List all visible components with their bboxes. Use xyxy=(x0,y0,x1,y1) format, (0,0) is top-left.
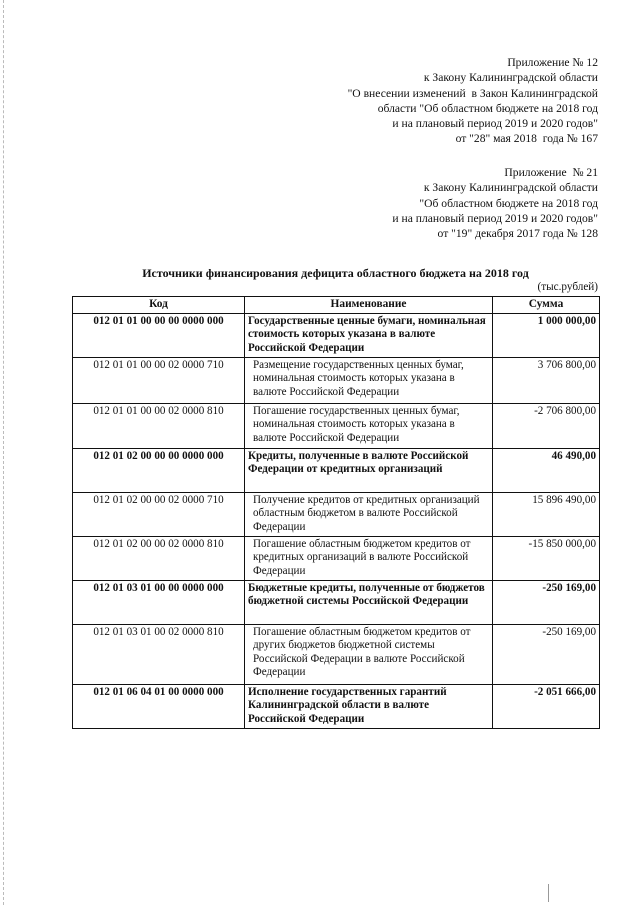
table-row xyxy=(73,357,600,403)
table-row xyxy=(73,492,600,536)
cell-name: Погашение областным бюджетом кредитов от кредитных организаций в валюте Российской Федерации xyxy=(245,536,493,580)
appendix-header-original xyxy=(392,165,598,241)
financing-sources-table xyxy=(72,296,600,729)
cell-code: 012 01 01 00 00 02 0000 710 xyxy=(73,357,245,403)
appendix-line: Приложение № 21 xyxy=(504,166,598,179)
cell-code: 012 01 06 04 01 00 0000 000 xyxy=(73,684,245,728)
appendix-line: области "Об областном бюджете на 2018 год xyxy=(377,101,598,115)
table-row xyxy=(73,684,600,728)
cell-name: Бюджетные кредиты, полученные от бюджетов бюджетной системы Российской Федерации xyxy=(245,580,493,624)
cell-code: 012 01 01 00 00 02 0000 810 xyxy=(73,403,245,448)
scan-edge-left xyxy=(3,0,5,905)
cell-code: 012 01 03 01 00 02 0000 810 xyxy=(73,624,245,684)
table-header-row xyxy=(73,297,600,314)
table-row xyxy=(73,313,600,357)
cell-sum: 46 490,00 xyxy=(493,448,600,492)
table-row xyxy=(73,624,600,684)
cell-code: 012 01 01 00 00 00 0000 000 xyxy=(73,313,245,357)
cell-code: 012 01 02 00 00 02 0000 810 xyxy=(73,536,245,580)
cell-code: 012 01 03 01 00 00 0000 000 xyxy=(73,580,245,624)
table-row xyxy=(73,448,600,492)
appendix-line: Приложение № 12 xyxy=(507,56,598,69)
table-row xyxy=(73,403,600,448)
cell-name: Кредиты, полученные в валюте Российской Федерации от кредитных организаций xyxy=(245,448,493,492)
appendix-line: от "19" декабря 2017 года № 128 xyxy=(437,227,598,241)
appendix-line: к Закону Калининградской области xyxy=(423,181,598,195)
document-title: Источники финансирования дефицита областного бюджета на 2018 год xyxy=(142,266,529,280)
cell-sum: 15 896 490,00 xyxy=(493,492,600,536)
appendix-line: "О внесении изменений в Закон Калининградской xyxy=(347,86,598,100)
scan-mark-bottom xyxy=(548,884,550,902)
cell-sum: 1 000 000,00 xyxy=(493,313,600,357)
appendix-line: от "28" мая 2018 года № 167 xyxy=(455,132,598,146)
cell-name: Государственные ценные бумаги, номинальная стоимость которых указана в валюте Российской Федерации xyxy=(245,313,493,357)
unit-label: (тыс.рублей) xyxy=(537,281,598,293)
cell-sum: -250 169,00 xyxy=(493,580,600,624)
cell-sum: 3 706 800,00 xyxy=(493,357,600,403)
column-header-name: Наименование xyxy=(245,297,493,314)
cell-sum: -15 850 000,00 xyxy=(493,536,600,580)
column-header-code: Код xyxy=(73,297,245,314)
column-header-sum: Сумма xyxy=(493,297,600,314)
appendix-line: и на плановый период 2019 и 2020 годов" xyxy=(392,117,598,131)
cell-sum: -250 169,00 xyxy=(493,624,600,684)
cell-name: Исполнение государственных гарантий Калининградской области в валюте Российской Федерации xyxy=(245,684,493,728)
table-row xyxy=(73,536,600,580)
cell-sum: -2 051 666,00 xyxy=(493,684,600,728)
cell-code: 012 01 02 00 00 00 0000 000 xyxy=(73,448,245,492)
appendix-line: к Закону Калининградской области xyxy=(423,71,598,85)
cell-sum: -2 706 800,00 xyxy=(493,403,600,448)
cell-name: Размещение государственных ценных бумаг, номинальная стоимость которых указана в валюте Российской Федерации xyxy=(245,357,493,403)
appendix-line: и на плановый период 2019 и 2020 годов" xyxy=(392,211,598,225)
cell-code: 012 01 02 00 00 02 0000 710 xyxy=(73,492,245,536)
cell-name: Погашение областным бюджетом кредитов от других бюджетов бюджетной системы Российской Федерации в валюте Российской Федерации xyxy=(245,624,493,684)
appendix-line: "Об областном бюджете на 2018 год xyxy=(419,196,598,210)
cell-name: Погашение государственных ценных бумаг, номинальная стоимость которых указана в валюте Российской Федерации xyxy=(245,403,493,448)
table-row xyxy=(73,580,600,624)
cell-name: Получение кредитов от кредитных организаций областным бюджетом в валюте Российской Федерации xyxy=(245,492,493,536)
appendix-header-current xyxy=(348,55,598,147)
